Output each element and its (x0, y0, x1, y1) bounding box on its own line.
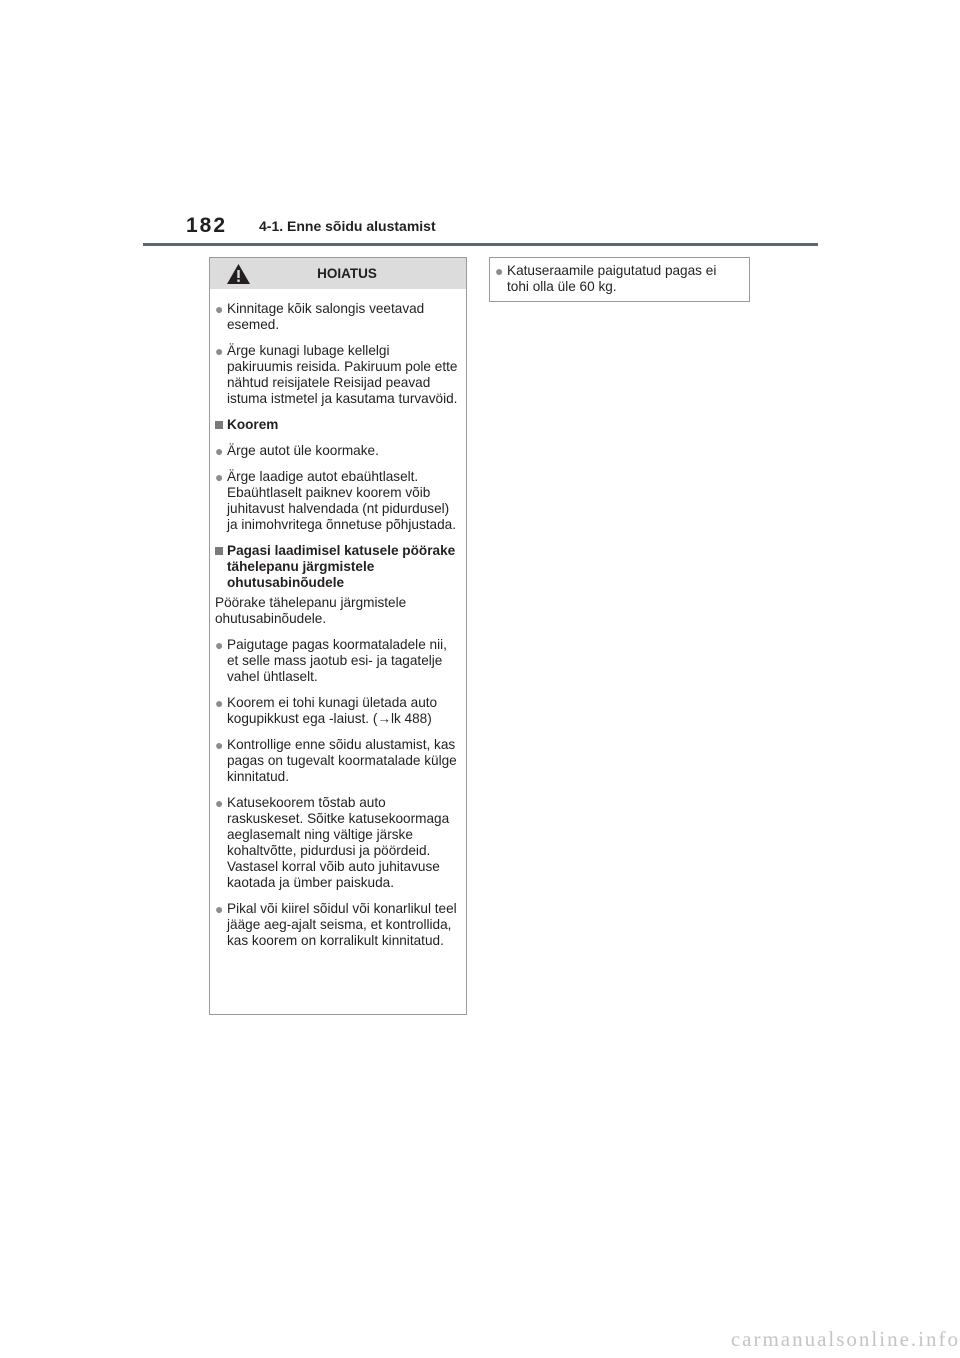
bullet-icon: ● (215, 443, 224, 459)
subsection-heading (215, 543, 458, 591)
bullet-icon: ● (215, 795, 224, 811)
warning-header (210, 258, 466, 289)
bullet-text: Ärge kunagi lubage kellelgi pakiruumis reisida. Pakiruum pole ette nähtud reisijatele Reisijad peavad istuma istmetel ja kasutama turvavöid. (227, 343, 458, 406)
bullet-icon: ● (215, 901, 224, 917)
header-rule (143, 243, 818, 246)
bullet-text: Katusekoorem tõstab auto raskuskeset. Sõitke katusekoormaga aeglasemalt ning vältige järske kohaltvõtte, pidurdusi ja pöördeid. Vastasel korral võib auto juhitavuse kaotada ja ümber paiskuda. (227, 795, 450, 890)
side-note-item (495, 263, 741, 295)
page-number: 182 (186, 214, 228, 237)
bullet-icon: ● (215, 343, 224, 359)
bullet-text: Koorem ei tohi kunagi ületada auto kogupikkust ega -laiust. (→lk 488) (227, 695, 438, 726)
watermark: carmanualsonline.info (730, 1327, 960, 1351)
warning-body (210, 289, 466, 949)
side-note-text: Katuseraamile paigutatud pagas ei tohi olla üle 60 kg. (507, 263, 717, 294)
square-bullet-icon (215, 543, 227, 591)
bullet-text: Kontrollige enne sõidu alustamist, kas pagas on tugevalt koormatalade külge kinnitatud. (227, 737, 457, 784)
warning-bullet-item (215, 301, 458, 333)
bullet-icon: ● (495, 263, 504, 279)
bullet-text: Ärge autot üle koormake. (227, 443, 379, 458)
bullet-text: Ärge laadige autot ebaühtlaselt. Ebaühtlaselt paiknev koorem võib juhitavust halvendada (nt pidurdusel) ja inimohvritega õnnetuse põhjustada. (227, 469, 456, 532)
heading-text: Pagasi laadimisel katusele pöörake tähelepanu järgmistele ohutusabinõudele (227, 543, 456, 590)
bullet-icon: ● (215, 469, 224, 485)
bullet-text: Paigutage pagas koormataladele nii, et selle mass jaotub esi- ja tagatelje vahel ühtlaselt. (227, 637, 447, 684)
warning-bullet-item (215, 901, 458, 949)
warning-bullet-item (215, 737, 458, 785)
square-bullet-icon (215, 417, 227, 433)
bullet-icon: ● (215, 637, 224, 653)
warning-bullet-item (215, 637, 458, 685)
bullet-text: Pikal või kiirel sõidul või konarlikul teel jääge aeg-ajalt seisma, et kontrollida, kas koorem on korralikult kinnitatud. (227, 901, 457, 948)
section-title: 4-1. Enne sõidu alustamist (259, 218, 436, 234)
side-note-box (489, 257, 750, 302)
warning-triangle-icon (226, 263, 251, 285)
subsection-heading (215, 417, 458, 433)
warning-bullet-item (215, 469, 458, 533)
warning-box (209, 257, 467, 1015)
warning-bullet-item (215, 795, 458, 891)
warning-bullet-item (215, 695, 458, 727)
bullet-icon: ● (215, 737, 224, 753)
bullet-text: Kinnitage kõik salongis veetavad esemed. (227, 301, 425, 332)
bullet-icon: ● (215, 301, 224, 317)
bullet-icon: ● (215, 695, 224, 711)
warning-title: HOIATUS (317, 266, 377, 281)
warning-bullet-item (215, 443, 458, 459)
paragraph-text: Pöörake tähelepanu järgmistele ohutusabinõudele. (215, 595, 407, 626)
warning-bullet-item (215, 343, 458, 407)
heading-text: Koorem (227, 417, 279, 432)
